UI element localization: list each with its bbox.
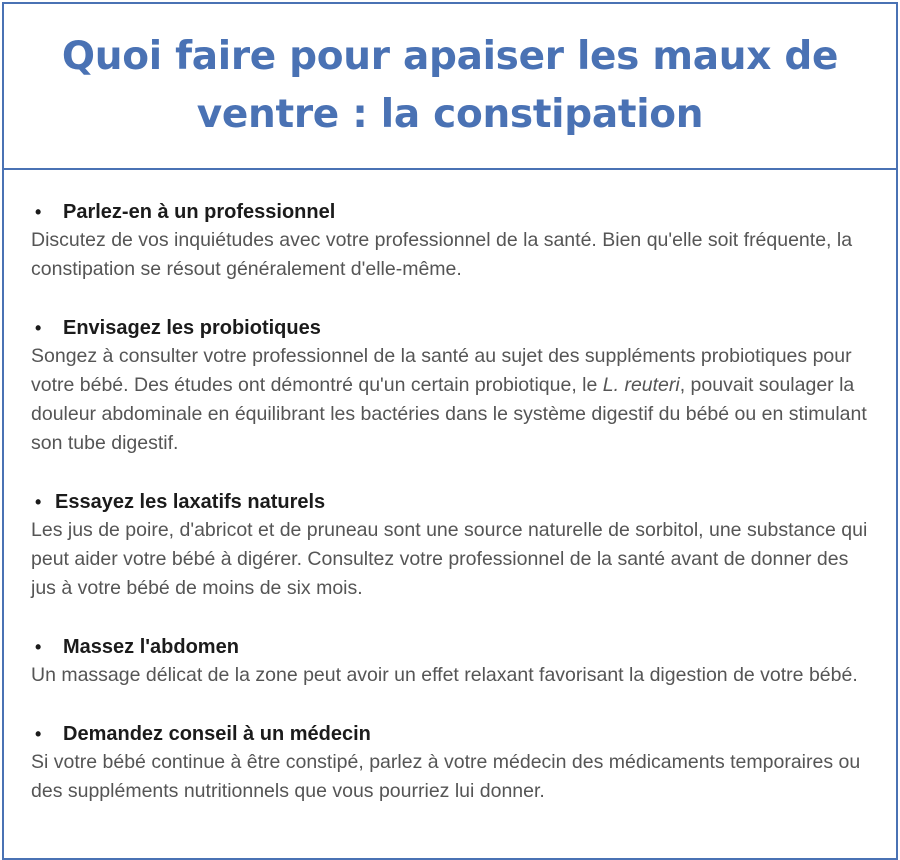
tip-heading	[31, 488, 872, 516]
tip-item	[31, 488, 872, 603]
bullet-icon: •	[35, 318, 42, 338]
tip-heading	[31, 633, 872, 661]
tip-item	[31, 720, 872, 806]
tip-heading-text: Envisagez les probiotiques	[63, 317, 321, 339]
tip-heading-text: Essayez les laxatifs naturels	[55, 491, 326, 513]
bullet-icon: •	[35, 492, 42, 512]
tip-item	[31, 314, 872, 458]
tip-heading-text: Demandez conseil à un médecin	[63, 723, 371, 745]
tip-item	[31, 198, 872, 284]
tip-heading-text: Parlez-en à un professionnel	[63, 201, 336, 223]
info-card	[2, 2, 898, 860]
tip-body-part: , pouvait soulager la douleur abdominale en équilibrant les bactéries dans le système digestif du bébé ou en stimulant son tube digestif.	[31, 374, 867, 454]
tip-body: Si votre bébé continue à être constipé, parlez à votre médecin des médicaments temporaires ou des suppléments nutritionnels que vous pourriez lui donner.	[31, 751, 861, 802]
tip-body: Discutez de vos inquiétudes avec votre professionnel de la santé. Bien qu'elle soit fréquente, la constipation se résout généralement d'elle-même.	[31, 229, 853, 280]
tip-item	[31, 633, 872, 690]
tip-body-italic: L. reuteri	[602, 374, 680, 396]
tip-body: Un massage délicat de la zone peut avoir un effet relaxant favorisant la digestion de votre bébé.	[31, 664, 858, 686]
bullet-icon: •	[35, 202, 42, 222]
page-title: Quoi faire pour apaiser les maux de ventre : la constipation	[61, 34, 839, 137]
title-banner	[4, 4, 896, 170]
tip-heading	[31, 314, 872, 342]
tips-list	[4, 170, 896, 806]
tip-heading	[31, 720, 872, 748]
bullet-icon: •	[35, 637, 42, 657]
tip-body	[31, 342, 872, 458]
tip-heading-text: Massez l'abdomen	[63, 636, 239, 658]
tip-body: Les jus de poire, d'abricot et de pruneau sont une source naturelle de sorbitol, une substance qui peut aider votre bébé à digérer. Consultez votre professionnel de la santé avant de donner des jus à votre bébé de moins de six mois.	[31, 519, 868, 599]
tip-body-part: Songez à consulter votre professionnel de la santé au sujet des suppléments probiotiques pour votre bébé. Des études ont démontré qu'un certain probiotique, le	[31, 345, 852, 396]
tip-heading	[31, 198, 872, 226]
bullet-icon: •	[35, 724, 42, 744]
